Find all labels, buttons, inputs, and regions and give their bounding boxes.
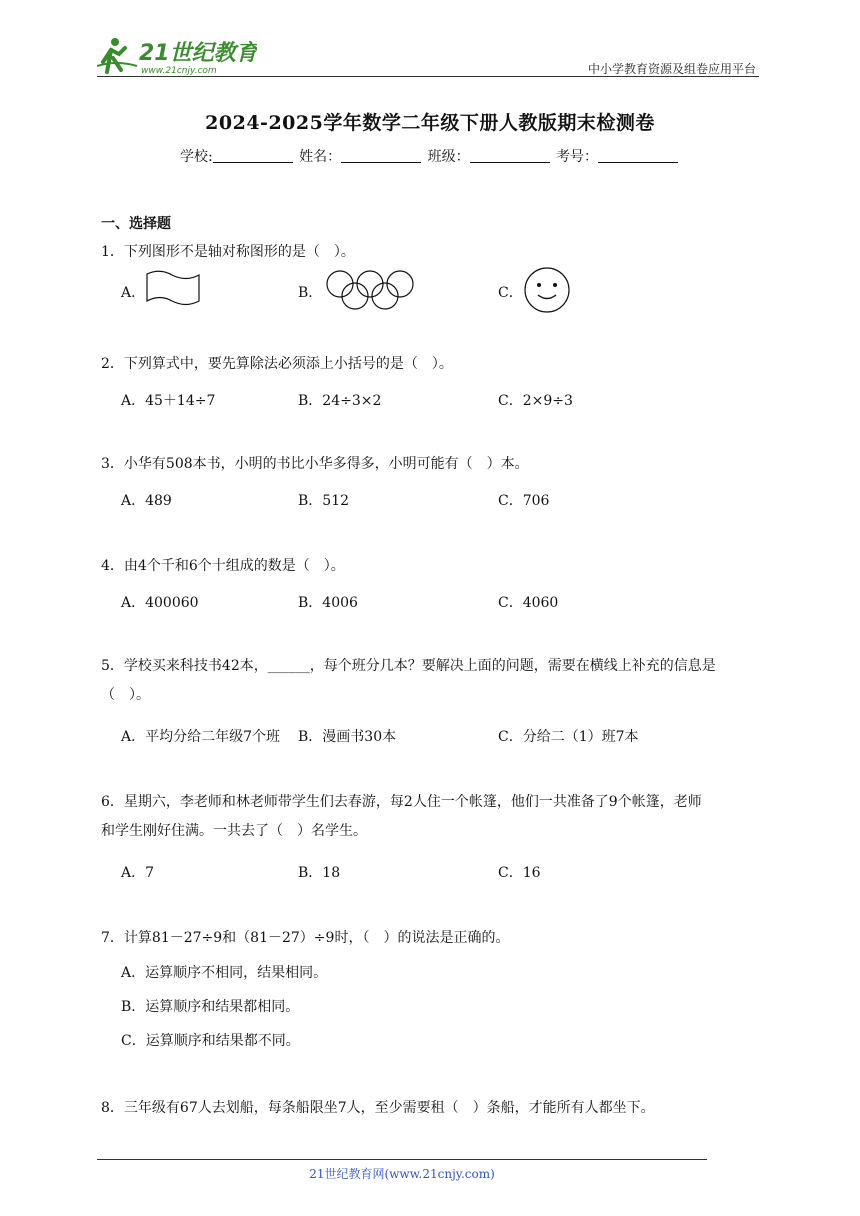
q2-option-b[interactable]: B．24÷3×2 bbox=[298, 393, 382, 409]
question-stem: 4．由4个千和6个十组成的数是（ ）。 bbox=[101, 558, 345, 574]
q3-option-a[interactable]: A．489 bbox=[121, 493, 172, 509]
q2-option-c[interactable]: C．2×9÷3 bbox=[498, 393, 573, 409]
olympic-rings-icon bbox=[322, 268, 418, 312]
flag-shape-icon bbox=[144, 270, 204, 306]
q1-option-a[interactable]: A． bbox=[121, 285, 146, 301]
q5-option-a[interactable]: A．平均分给二年级7个班 bbox=[121, 729, 281, 745]
question-7 bbox=[101, 924, 766, 953]
question-1 bbox=[101, 238, 766, 267]
q4-option-c[interactable]: C．4060 bbox=[498, 595, 559, 611]
student-info bbox=[0, 146, 860, 166]
q6-option-c[interactable]: C．16 bbox=[498, 865, 541, 881]
exam-no-blank[interactable] bbox=[598, 148, 678, 163]
q7-option-c[interactable]: C．运算顺序和结果都不同。 bbox=[121, 1033, 300, 1049]
q3-option-c[interactable]: C．706 bbox=[498, 493, 550, 509]
logo-url: www.21cnjy.com bbox=[141, 66, 217, 76]
class-label: 班级： bbox=[427, 149, 470, 165]
name-blank[interactable] bbox=[341, 148, 421, 163]
question-3 bbox=[101, 450, 766, 479]
question-2 bbox=[101, 350, 766, 379]
section-heading: 一、选择题 bbox=[101, 216, 171, 232]
question-stem: 2．下列算式中，要先算除法必须添上小括号的是（ ）。 bbox=[101, 356, 453, 372]
q4-option-b[interactable]: B．4006 bbox=[298, 595, 358, 611]
name-label: 姓名： bbox=[299, 149, 342, 165]
question-5 bbox=[101, 652, 771, 710]
header-divider bbox=[97, 76, 759, 77]
question-stem: 3．小华有508本书，小明的书比小华多得多，小明可能有（ ）本。 bbox=[101, 456, 529, 472]
question-stem: 7．计算81－27÷9和（81－27）÷9时，（ ）的说法是正确的。 bbox=[101, 930, 510, 946]
class-blank[interactable] bbox=[470, 148, 550, 163]
question-stem: 1．下列图形不是轴对称图形的是（ ）。 bbox=[101, 244, 355, 260]
question-stem-line1: 6．星期六，李老师和林老师带学生们去春游，每2人住一个帐篷，他们一共准备了9个帐篷，老师 bbox=[101, 794, 702, 810]
q7-option-b[interactable]: B．运算顺序和结果都相同。 bbox=[121, 999, 300, 1015]
platform-name: 中小学教育资源及组卷应用平台 bbox=[587, 62, 756, 76]
runner-logo-icon bbox=[97, 36, 257, 76]
q7-option-a[interactable]: A．运算顺序不相同，结果相同。 bbox=[121, 965, 328, 981]
question-stem-line2: 和学生刚好住满。一共去了（ ）名学生。 bbox=[101, 823, 367, 839]
q2-option-a[interactable]: A．45＋14÷7 bbox=[121, 393, 216, 409]
q4-option-a[interactable]: A．400060 bbox=[121, 595, 199, 611]
site-logo bbox=[97, 36, 257, 76]
q1-option-b[interactable]: B． bbox=[298, 285, 323, 301]
question-6 bbox=[101, 788, 771, 846]
smiley-face-icon bbox=[522, 266, 572, 314]
question-8 bbox=[101, 1094, 766, 1123]
q6-option-a[interactable]: A．7 bbox=[121, 865, 155, 881]
question-stem-line2: （ ）。 bbox=[101, 687, 150, 703]
q5-option-c[interactable]: C．分给二（1）班7本 bbox=[498, 729, 639, 745]
q5-option-b[interactable]: B．漫画书30本 bbox=[298, 729, 397, 745]
q3-option-b[interactable]: B．512 bbox=[298, 493, 350, 509]
footer-link[interactable]: 21世纪教育网(www.21cnjy.com) bbox=[309, 1167, 495, 1181]
school-blank[interactable] bbox=[213, 148, 293, 163]
question-stem-line1: 5．学校买来科技书42本，______，每个班分几本？要解决上面的问题，需要在横线上补充的信息是 bbox=[101, 658, 716, 674]
q1-option-c[interactable]: C． bbox=[498, 285, 523, 301]
question-4 bbox=[101, 552, 766, 581]
question-stem: 8．三年级有67人去划船，每条船限坐7人，至少需要租（ ）条船，才能所有人都坐下。 bbox=[101, 1100, 655, 1116]
footer-divider bbox=[97, 1159, 707, 1160]
logo-text: 21世纪教育 bbox=[139, 41, 257, 66]
school-label: 学校: bbox=[179, 149, 213, 165]
exam-no-label: 考号： bbox=[556, 149, 599, 165]
q6-option-b[interactable]: B．18 bbox=[298, 865, 341, 881]
exam-title: 2024-2025学年数学二年级下册人教版期末检测卷 bbox=[205, 112, 655, 134]
